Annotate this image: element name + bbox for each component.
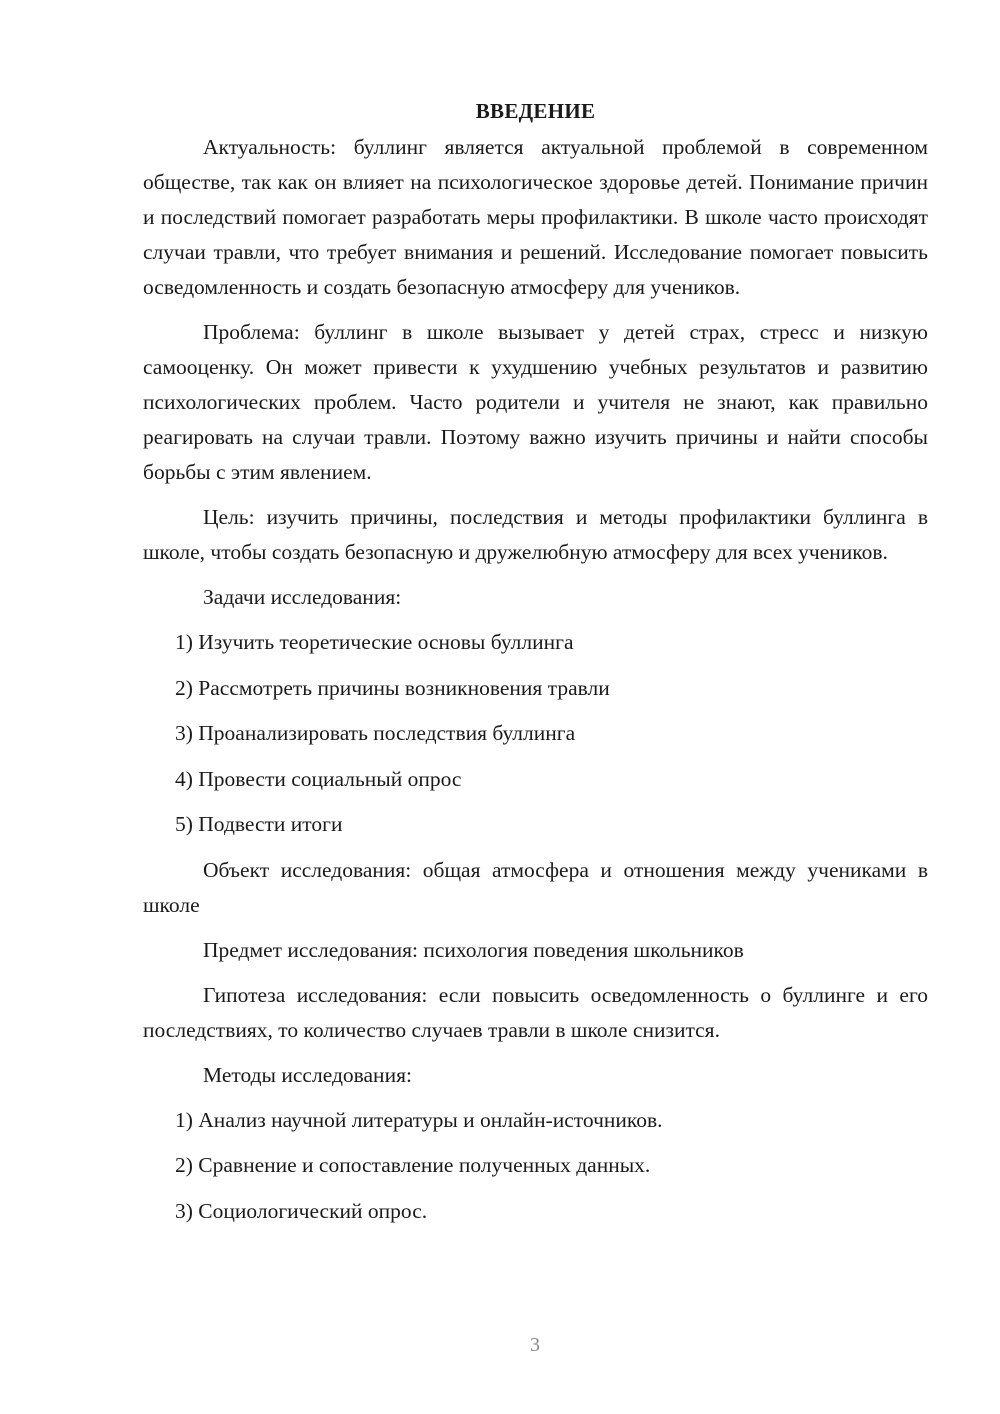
list-item: 4) Провести социальный опрос — [175, 766, 462, 791]
page-number: 3 — [530, 1334, 540, 1356]
relevance-paragraph: Актуальность: буллинг является актуальной проблемой в современном обществе, так как он влияет на психологическое здоровье детей. Понимание причин и последствий помогает разработать меры профилактики. В школе часто происходят случаи травли, что требует внимания и решений. Исследование помогает повысить осведомленность и создать безопасную атмосферу для учеников. — [143, 135, 928, 299]
list-item: 2) Рассмотреть причины возникновения травли — [175, 675, 610, 700]
goal-paragraph: Цель: изучить причины, последствия и методы профилактики буллинга в школе, чтобы создать безопасную и дружелюбную атмосферу для всех учеников. — [143, 505, 928, 564]
list-item: 2) Сравнение и сопоставление полученных данных. — [175, 1153, 651, 1177]
page-title: ВВЕДЕНИЕ — [475, 99, 596, 123]
hypothesis-paragraph: Гипотеза исследования: если повысить осведомленность о буллинге и его последствиях, то количество случаев травли в школе снизится. — [143, 982, 928, 1042]
object-paragraph: Объект исследования: общая атмосфера и отношения между учениками в школе — [143, 857, 928, 917]
methods-list — [143, 1103, 928, 1229]
list-item: 5) Подвести итоги — [175, 812, 343, 836]
problem-paragraph: Проблема: буллинг в школе вызывает у детей страх, стресс и низкую самооценку. Он может привести к ухудшению учебных результатов и развитию психологических проблем. Часто родители и учителя не знают, как правильно реагировать на случаи травли. Поэтому важно изучить причины и найти способы борьбы с этим явлением. — [143, 320, 928, 484]
tasks-list — [143, 625, 928, 842]
list-item: 3) Проанализировать последствия буллинга — [175, 721, 576, 745]
list-item: 1) Изучить теоретические основы буллинга — [175, 630, 574, 654]
subject-paragraph: Предмет исследования: психология поведения школьников — [203, 937, 744, 962]
document-page — [143, 96, 928, 1239]
list-item: 1) Анализ научной литературы и онлайн-источников. — [175, 1107, 663, 1132]
tasks-heading: Задачи исследования: — [203, 585, 402, 609]
methods-heading: Методы исследования: — [203, 1062, 412, 1087]
list-item: 3) Социологический опрос. — [175, 1198, 428, 1223]
